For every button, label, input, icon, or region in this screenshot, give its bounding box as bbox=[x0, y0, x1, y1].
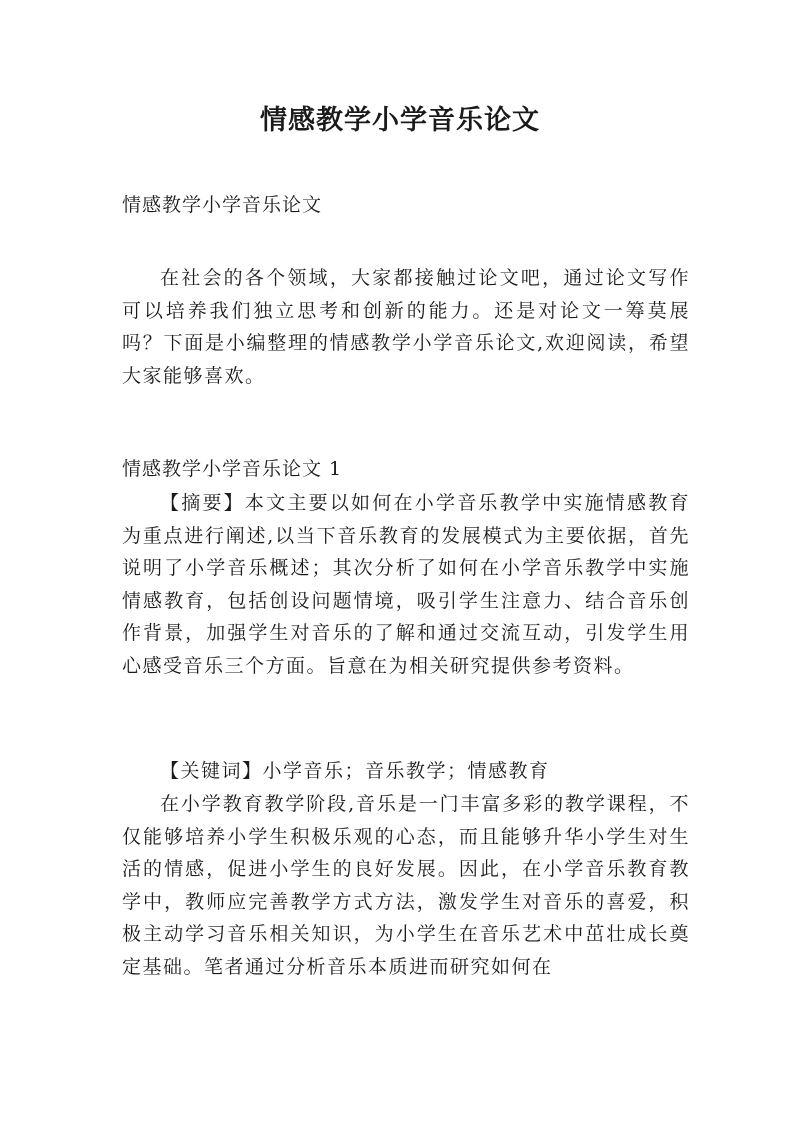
document-subtitle: 情感教学小学音乐论文 bbox=[122, 194, 323, 216]
body-paragraph: 在小学教育教学阶段,音乐是一门丰富多彩的教学课程，不仅能够培养小学生积极乐观的心态，而且能够升华小学生对生活的情感，促进小学生的良好发展。因此，在小学音乐教育教学中，教师应完善教学方式方法，激发学生对音乐的喜爱，积极主动学习音乐相关知识，为小学生在音乐艺术中茁壮成长奠定基础。笔者通过分析音乐本质进而研究如何在 bbox=[122, 793, 690, 978]
keywords-paragraph: 【关键词】小学音乐；音乐教学；情感教育 bbox=[160, 760, 550, 782]
document-title: 情感教学小学音乐论文 bbox=[260, 105, 540, 136]
abstract-paragraph: 【摘要】本文主要以如何在小学音乐教学中实施情感教育为重点进行阐述,以当下音乐教育的发展模式为主要依据，首先说明了小学音乐概述；其次分析了如何在小学音乐教学中实施情感教育，包括创设问题情境，吸引学生注意力、结合音乐创作背景，加强学生对音乐的了解和通过交流互动，引发学生用心感受音乐三个方面。旨意在为相关研究提供参考资料。 bbox=[122, 492, 690, 677]
section-heading: 情感教学小学音乐论文 1 bbox=[122, 458, 343, 480]
intro-paragraph: 在社会的各个领域，大家都接触过论文吧，通过论文写作可以培养我们独立思考和创新的能力。还是对论文一筹莫展吗？下面是小编整理的情感教学小学音乐论文,欢迎阅读，希望大家能够喜欢。 bbox=[122, 267, 690, 387]
